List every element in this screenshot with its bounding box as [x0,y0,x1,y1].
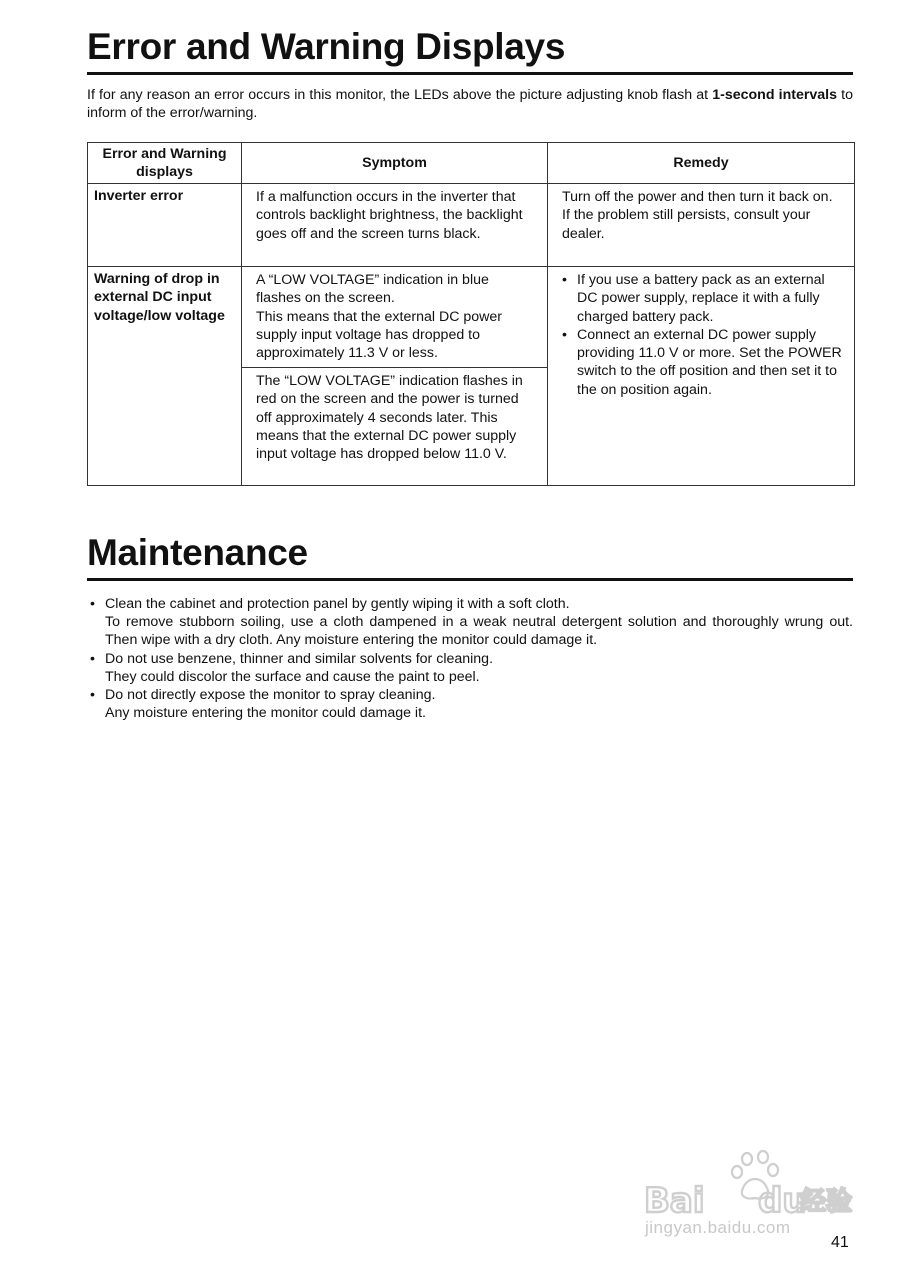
maint-item2-line2: They could discolor the surface and cause the paint to peel. [105,668,480,685]
maint-item2-line1: • Do not use benzene, thinner and similar solvents for cleaning. [105,650,494,667]
svg-text:du: du [758,1181,807,1221]
watermark-url: jingyan.baidu.com [645,1218,791,1237]
list-item [90,650,853,686]
row1-display: Inverter error [88,184,242,267]
error-warning-table [87,142,855,486]
maint-item3-line1: • Do not directly expose the monitor to spray cleaning. [105,687,436,704]
maint-item1-line1: • Clean the cabinet and protection panel by gently wiping it with a soft cloth. [105,596,570,612]
list-item [90,686,853,722]
page-number: 41 [831,1234,849,1251]
intro-paragraph [87,86,853,123]
maintenance-list [90,595,853,722]
header-remedy: Remedy [548,143,855,184]
maint-item1-line2: To remove stubborn soiling, use a cloth dampened in a weak neutral detergent solution and thoroughly wrung out. Then wipe with a dry cloth. Any moisture entering the monitor could damage it. [105,614,853,649]
list-item: • Connect an external DC power supply providing 11.0 V or more. Set the POWER switch to the off position and then set it to the on position again. [562,326,844,399]
row1-remedy: Turn off the power and then turn it back on. If the problem still persists, consult your dealer. [548,184,855,267]
table-row [88,267,855,368]
row2-remedy-list [562,271,844,399]
list-item [90,595,853,650]
table-row [88,184,855,267]
section-title-errors: Error and Warning Displays [87,26,566,67]
row2-display: Warning of drop in external DC input voltage/low voltage [88,267,242,486]
section-title-maintenance: Maintenance [87,532,308,573]
row2-symptom-b: The “LOW VOLTAGE” indication flashes in red on the screen and the power is turned off approximately 4 seconds later. This means that the external DC power supply input voltage has dropped below 11.0 V. [242,368,548,486]
maintenance-rule [87,578,853,581]
header-displays: Error and Warning displays [88,143,242,184]
title-rule [87,72,853,75]
svg-text:Bai: Bai [644,1181,705,1221]
svg-text:经验: 经验 [800,1187,853,1217]
intro-text-bold: 1-second intervals [712,87,838,103]
row2-remedy [548,267,855,486]
row1-symptom: If a malfunction occurs in the inverter that controls backlight brightness, the backlight goes off and the screen turns black. [242,184,548,267]
table-header-row [88,143,855,184]
header-symptom: Symptom [242,143,548,184]
maint-item3-line2: Any moisture entering the monitor could damage it. [105,705,426,722]
intro-text-post: to inform of the error/warning. [87,87,853,122]
row2-symptom-a-line2: This means that the external DC power supply input voltage has dropped to approximately 11.3 V or less. [256,308,503,362]
intro-text-pre: If for any reason an error occurs in this monitor, the LEDs above the picture adjusting knob flash at [87,87,713,103]
list-item: • If you use a battery pack as an external DC power supply, replace it with a fully charged battery pack. [562,271,844,326]
row2-symptom-a-line1: A “LOW VOLTAGE” indication in blue flashes on the screen. [256,272,489,307]
row2-symptom-a [242,267,548,368]
